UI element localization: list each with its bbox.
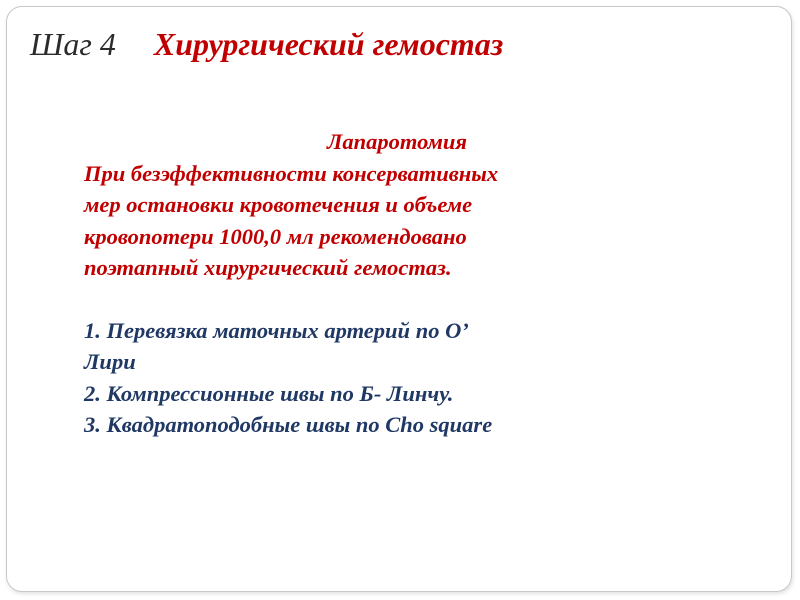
subheading: Лапаротомия	[326, 129, 468, 154]
paragraph-line: При безэффективности консервативных	[84, 160, 499, 186]
paragraph-line: мер остановки кровотечения и объеме	[84, 192, 473, 217]
intro-paragraph	[84, 158, 694, 284]
list-item-1-line-2: Лири	[84, 349, 136, 374]
list-item-3: 3. Квадратоподобные швы по Cho square	[84, 412, 493, 437]
step-label: Шаг 4	[30, 26, 116, 62]
paragraph-line: поэтапный хирургический гемостаз.	[84, 255, 452, 280]
slide-title: Хирургический гемостаз	[153, 26, 504, 62]
paragraph-line: кровопотери 1000,0 мл рекомендовано	[84, 223, 467, 249]
list-item-1-line-1: 1. Перевязка маточных артерий по О’	[84, 317, 469, 343]
slide-header	[30, 26, 503, 72]
slide-body	[84, 126, 694, 441]
procedure-list	[84, 315, 694, 441]
list-item-2: 2. Компрессионные швы по Б- Линчу.	[84, 380, 454, 406]
